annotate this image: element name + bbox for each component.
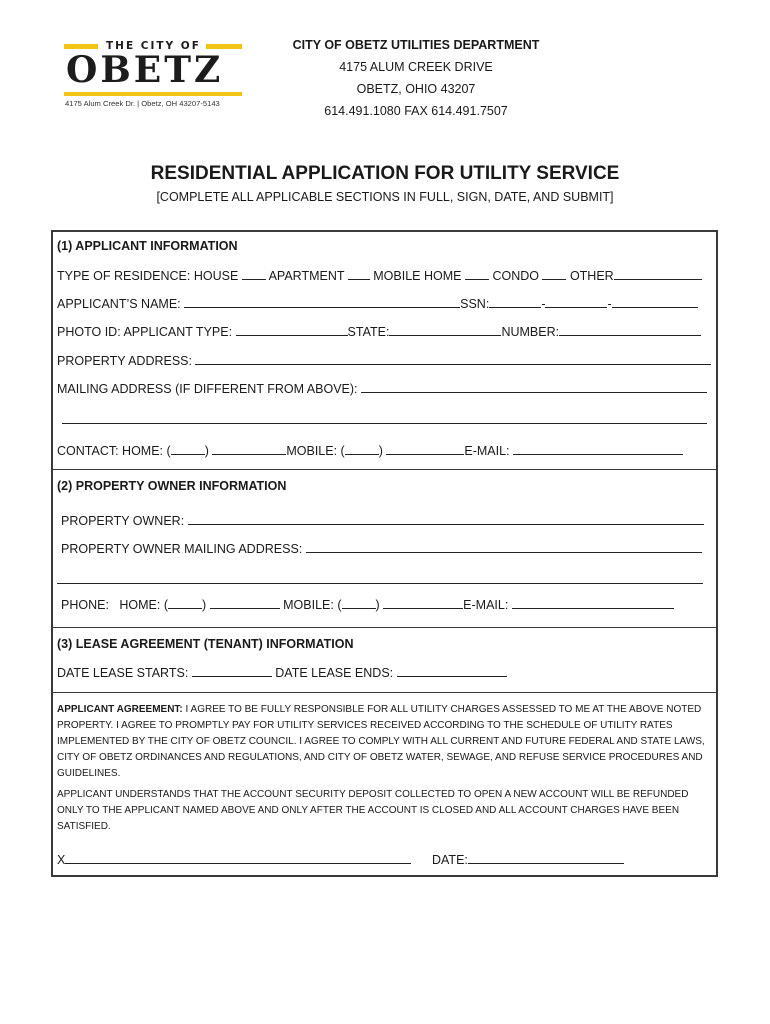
mailing-address-label: MAILING ADDRESS (IF DIFFERENT FROM ABOVE): [57,382,358,396]
owner-mailing-address-field-line2[interactable] [57,583,703,584]
mobile-label: MOBILE: [286,444,338,458]
lease-end-field[interactable] [397,664,507,677]
department-street: 4175 ALUM CREEK DRIVE [339,60,493,74]
agreement-paragraph-1: I AGREE TO BE FULLY RESPONSIBLE FOR ALL UTILITY CHARGES ASSESSED TO ME AT THE ABOVE NOTED PROPERTY. I AGREE TO PROMPTLY PAY FOR UTILITY SERVICES RECEIVED ACCORDING TO THE SCHEDULE OF UTILITY RATES IMPLEMENTED BY THE CITY OF OBETZ COUNCIL. I AGREE TO COMPLY WITH ALL CURRENT AND FUTURE FEDERAL AND STATE LAWS, CITY OF OBETZ ORDINANCES AND REGULATIONS, AND CITY OF OBETZ WATER, SEWAGE, AND REFUSE SERVICE PROCEDURES AND GUIDELINES. [57,704,705,779]
department-city: OBETZ, OHIO 43207 [356,82,476,96]
ssn-part2-field[interactable] [545,295,607,308]
owner-phone-row [61,596,674,613]
lease-end-label: DATE LEASE ENDS: [275,666,394,680]
owner-mobile-phone-field[interactable] [383,596,463,609]
residence-type-label: TYPE OF RESIDENCE: [57,269,191,283]
lease-start-label: DATE LEASE STARTS: [57,666,189,680]
city-logo [64,40,246,114]
owner-mailing-address-field[interactable] [306,540,702,553]
date-label: DATE: [432,853,468,867]
owner-mobile-label: MOBILE: [283,598,334,612]
open-paren: ( [163,598,168,612]
logo-small-text: THE CITY OF [106,40,201,52]
form-title: RESIDENTIAL APPLICATION FOR UTILITY SERVICE [150,163,620,184]
apartment-checkline[interactable] [348,267,370,280]
close-paren: ) [204,444,209,458]
mobile-phone-field[interactable] [386,442,464,455]
signature-mark: X [57,853,66,867]
ssn-dash: - [541,297,546,311]
section-divider [51,469,718,470]
property-address-label: PROPERTY ADDRESS: [57,354,192,368]
owner-phone-label: PHONE: [61,598,109,612]
mobile-home-checkline[interactable] [465,267,489,280]
agreement-paragraph-2: APPLICANT UNDERSTANDS THAT THE ACCOUNT SECURITY DEPOSIT COLLECTED TO OPEN A NEW ACCOUNT WILL BE REFUNDED ONLY TO THE APPLICANT NAMED ABOVE AND ONLY AFTER THE ACCOUNT IS CLOSED AND ALL ACCOUNT CHARGES HAVE BEEN SATISFIED. [57,789,689,832]
close-paren: ) [202,598,207,612]
property-owner-row [61,512,704,529]
applicant-type-field[interactable] [236,323,348,336]
logo-bar-bottom [64,92,242,96]
department-name: CITY OF OBETZ UTILITIES DEPARTMENT [292,38,540,52]
property-address-field[interactable] [195,352,711,365]
other-field[interactable] [614,267,702,280]
signature-field[interactable] [65,851,411,864]
mailing-address-field[interactable] [361,380,707,393]
agreement-heading: APPLICANT AGREEMENT: [57,704,183,715]
ssn-part1-field[interactable] [489,295,541,308]
owner-mobile-area-code-field[interactable] [342,596,376,609]
owner-mailing-address-row [61,540,702,557]
house-checkline[interactable] [242,267,266,280]
close-paren: ) [375,598,380,612]
section2-heading: (2) PROPERTY OWNER INFORMATION [57,479,287,493]
mailing-address-field-line2[interactable] [62,423,707,424]
property-address-row [57,352,711,369]
property-owner-field[interactable] [188,512,704,525]
other-option-label: OTHER [569,269,614,283]
open-paren: ( [337,598,342,612]
lease-dates-row [57,664,507,681]
home-phone-field[interactable] [212,442,286,455]
date-field[interactable] [468,851,624,864]
apartment-option-label: APARTMENT [268,269,345,283]
residence-type-row [57,267,702,284]
mailing-address-row [57,380,707,397]
open-paren: ( [166,444,171,458]
lease-start-field[interactable] [192,664,272,677]
contact-row [57,442,683,459]
form-subtitle: [COMPLETE ALL APPLICABLE SECTIONS IN FULL, SIGN, DATE, AND SUBMIT] [156,190,614,204]
photo-id-label: PHOTO ID: APPLICANT TYPE: [57,325,233,339]
owner-home-label: HOME: [119,598,161,612]
department-phone-fax: 614.491.1080 FAX 614.491.7507 [324,104,508,118]
owner-home-phone-field[interactable] [210,596,280,609]
condo-option-label: CONDO [492,269,539,283]
number-label: NUMBER: [501,325,560,339]
section3-heading: (3) LEASE AGREEMENT (TENANT) INFORMATION [57,637,354,651]
signature-row [57,851,411,868]
ssn-part3-field[interactable] [612,295,698,308]
applicant-name-label: APPLICANT’S NAME: [57,297,181,311]
owner-email-field[interactable] [512,596,674,609]
applicant-name-row [57,295,698,312]
section1-heading: (1) APPLICANT INFORMATION [57,239,238,253]
home-area-code-field[interactable] [171,442,205,455]
owner-home-area-code-field[interactable] [168,596,202,609]
photo-id-row [57,323,701,340]
logo-big-text: OBETZ [66,49,224,91]
house-option-label: HOUSE [193,269,239,283]
ssn-dash: - [607,297,612,311]
section-divider [51,692,718,693]
property-owner-label: PROPERTY OWNER: [61,514,185,528]
open-paren: ( [340,444,345,458]
owner-email-label: E-MAIL: [463,598,509,612]
state-label: STATE: [347,325,390,339]
email-label: E-MAIL: [464,444,510,458]
date-row [432,851,624,868]
state-field[interactable] [389,323,501,336]
mobile-home-option-label: MOBILE HOME [373,269,462,283]
owner-mailing-address-label: PROPERTY OWNER MAILING ADDRESS: [61,542,303,556]
mobile-area-code-field[interactable] [345,442,379,455]
applicant-name-field[interactable] [184,295,460,308]
logo-address: 4175 Alum Creek Dr. | Obetz, OH 43207-5143 [65,99,220,108]
ssn-label: SSN: [460,297,490,311]
condo-checkline[interactable] [542,267,566,280]
applicant-agreement-text [57,702,717,782]
close-paren: ) [378,444,383,458]
id-number-field[interactable] [559,323,701,336]
contact-home-label: CONTACT: HOME: [57,444,164,458]
email-field[interactable] [513,442,683,455]
section-divider [51,627,718,628]
